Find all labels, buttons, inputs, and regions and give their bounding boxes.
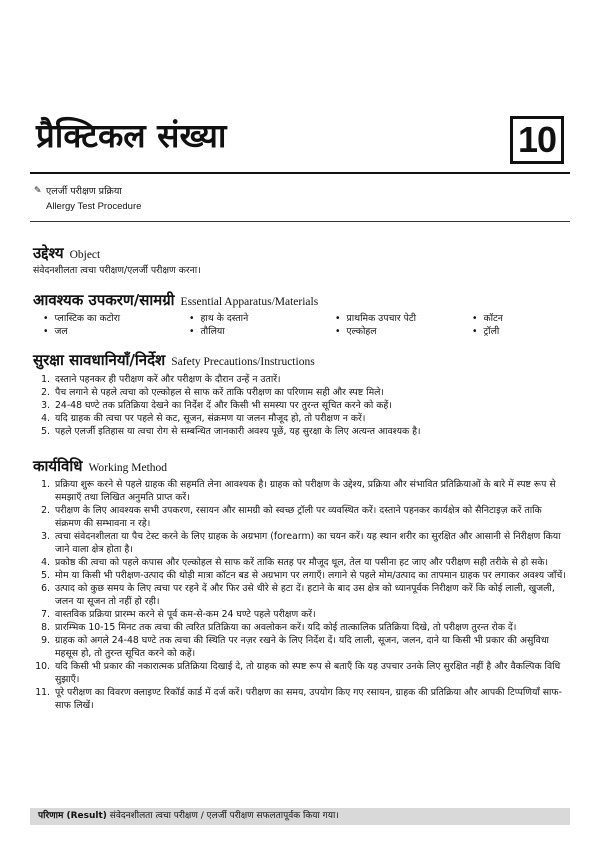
list-item: 10. यदि किसी भी प्रकार की नकारात्मक प्रतिक्रिया दिखाई दे, तो ग्राहक को स्पष्ट रूप से बताएँ कि यह उपचार उनके लिए सुरक्षित नहीं है और वैकल्पिक विधि सुझाएँ। bbox=[35, 661, 561, 685]
list-item: 1. दस्ताने पहनकर ही परीक्षण करें और परीक्षण के दौरान उन्हें न उतारें। bbox=[41, 374, 281, 385]
list-item: 7. वास्तविक प्रक्रिया प्रारम्भ करने से पूर्व कम-से-कम 24 घण्टे पहले परीक्षण करें। bbox=[41, 609, 316, 620]
method-list bbox=[34, 478, 570, 712]
pen-icon: ✎ bbox=[34, 186, 42, 196]
list-item: 4. यदि ग्राहक की त्वचा पर पहले से कट, सूजन, संक्रमण या जलन मौजूद हो, तो परीक्षण न करें। bbox=[41, 413, 366, 424]
subtitle-hindi: एलर्जी परीक्षण प्रक्रिया bbox=[46, 186, 122, 197]
apparatus-item: • एल्कोहल bbox=[335, 325, 472, 338]
apparatus-item: • कॉटन bbox=[472, 312, 563, 325]
apparatus-item: • प्राथमिक उपचार पेटी bbox=[335, 312, 472, 325]
apparatus-item: • ट्रॉली bbox=[472, 325, 563, 338]
list-item: 3. 24-48 घण्टे तक प्रतिक्रिया देखने का निर्देश दें और किसी भी समस्या पर तुरन्त सूचित करने को कहें। bbox=[41, 400, 392, 411]
apparatus-item: • तौलिया bbox=[189, 325, 335, 338]
list-item: 1. प्रक्रिया शुरू करने से पहले ग्राहक की सहमति लेना आवश्यक है। ग्राहक को परीक्षण के उद्देश्य, प्रक्रिया और संभावित प्रतिक्रियाओं के बारे में स्पष्ट रूप से समझाएँ तथा लिखित अनुमति प्राप्त करें। bbox=[41, 479, 556, 503]
title-divider bbox=[30, 172, 570, 174]
object-heading: उद्देश्य Object bbox=[33, 244, 101, 262]
list-item: 5. पहले एलर्जी इतिहास या त्वचा रोग से सम्बन्धित जानकारी अवश्य पूछें, यह सुरक्षा के लिए अत्यन्त आवश्यक है। bbox=[41, 426, 421, 437]
list-item: 11. पूरे परीक्षण का विवरण क्लाइण्ट रिकॉर्ड कार्ड में दर्ज करें। परीक्षण का समय, उपयोग किए गए रसायन, ग्राहक की प्रतिक्रिया और आपकी टिप्पणियाँ साफ-साफ लिखें। bbox=[35, 687, 562, 711]
result-label: परिणाम (Result) bbox=[38, 811, 107, 821]
result-bar bbox=[30, 808, 570, 825]
list-item: 5. मोम या किसी भी परीक्षण-उत्पाद की थोड़ी मात्रा कॉटन बड से अग्रभाग पर लगाएँ। लगाने से पहले मोम/उत्पाद का तापमान ग्राहक पर लगाकर अवश्य जाँचें। bbox=[41, 570, 566, 581]
safety-heading: सुरक्षा सावधानियाँ/निर्देश Safety Precautions/Instructions bbox=[33, 351, 315, 369]
list-item: 2. परीक्षण के लिए आवश्यक सभी उपकरण, रसायन और सामग्री को स्वच्छ ट्रॉली पर व्यवस्थित करें। दस्ताने पहनकर कार्यक्षेत्र को सैनिटाइज़ करें ताकि संक्रमण की सम्भावना न रहे। bbox=[41, 505, 542, 529]
apparatus-list bbox=[43, 312, 563, 338]
practical-number-badge: 10 bbox=[510, 116, 564, 164]
list-item: 4. प्रकोष्ठ की त्वचा को पहले कपास और एल्कोहल से साफ करें ताकि सतह पर मौजूद धूल, तेल या पसीना हट जाए और परीक्षण सही तरीके से हो सके। bbox=[41, 557, 548, 568]
list-item: 6. उत्पाद को कुछ समय के लिए त्वचा पर रहने दें और फिर उसे धीरे से हटा दें। हटाने के बाद उस क्षेत्र को ध्यानपूर्वक निरीक्षण करें कि कोई लाली, खुजली, जलन या सूजन तो नहीं हो रही। bbox=[41, 583, 555, 607]
object-text: संवेदनशीलता त्वचा परीक्षण/एलर्जी परीक्षण करना। bbox=[33, 265, 201, 276]
list-item: 9. ग्राहक को अगले 24-48 घण्टे तक त्वचा की स्थिति पर नज़र रखने के लिए निर्देश दें। यदि लाली, सूजन, जलन, दाने या किसी भी प्रकार की असुविधा महसूस हो, तो तुरन्त सूचित करने को कहें। bbox=[41, 635, 549, 659]
method-heading: कार्यविधि Working Method bbox=[33, 457, 168, 475]
result-text: संवेदनशीलता त्वचा परीक्षण / एलर्जी परीक्षण सफलतापूर्वक किया गया। bbox=[109, 811, 339, 821]
subtitle-english: Allergy Test Procedure bbox=[46, 201, 142, 212]
subtitle-block bbox=[34, 184, 141, 214]
list-item: 2. पैच लगाने से पहले त्वचा को एल्कोहल से साफ करें ताकि परीक्षण का परिणाम सही और स्पष्ट मिले। bbox=[41, 387, 384, 398]
list-item: 3. त्वचा संवेदनशीलता या पैच टेस्ट करने के लिए ग्राहक के अग्रभाग (forearm) का चयन करें। यह स्थान शरीर का सुरक्षित और आसानी से निरीक्षण किया जाने वाला क्षेत्र होता है। bbox=[41, 531, 561, 555]
apparatus-item: • हाथ के दस्ताने bbox=[189, 312, 335, 325]
apparatus-item: • प्लास्टिक का कटोरा bbox=[43, 312, 189, 325]
page-title: प्रैक्टिकल संख्या bbox=[36, 116, 227, 155]
apparatus-item: • जल bbox=[43, 325, 189, 338]
list-item: 8. प्रारम्भिक 10-15 मिनट तक त्वचा की त्वरित प्रतिक्रिया का अवलोकन करें। यदि कोई तात्कालिक प्रतिक्रिया दिखे, तो परीक्षण तुरन्त रोक दें। bbox=[41, 622, 517, 633]
subtitle-divider bbox=[30, 221, 570, 222]
apparatus-heading: आवश्यक उपकरण/सामग्री Essential Apparatus/Materials bbox=[33, 291, 319, 309]
safety-list bbox=[34, 373, 570, 438]
